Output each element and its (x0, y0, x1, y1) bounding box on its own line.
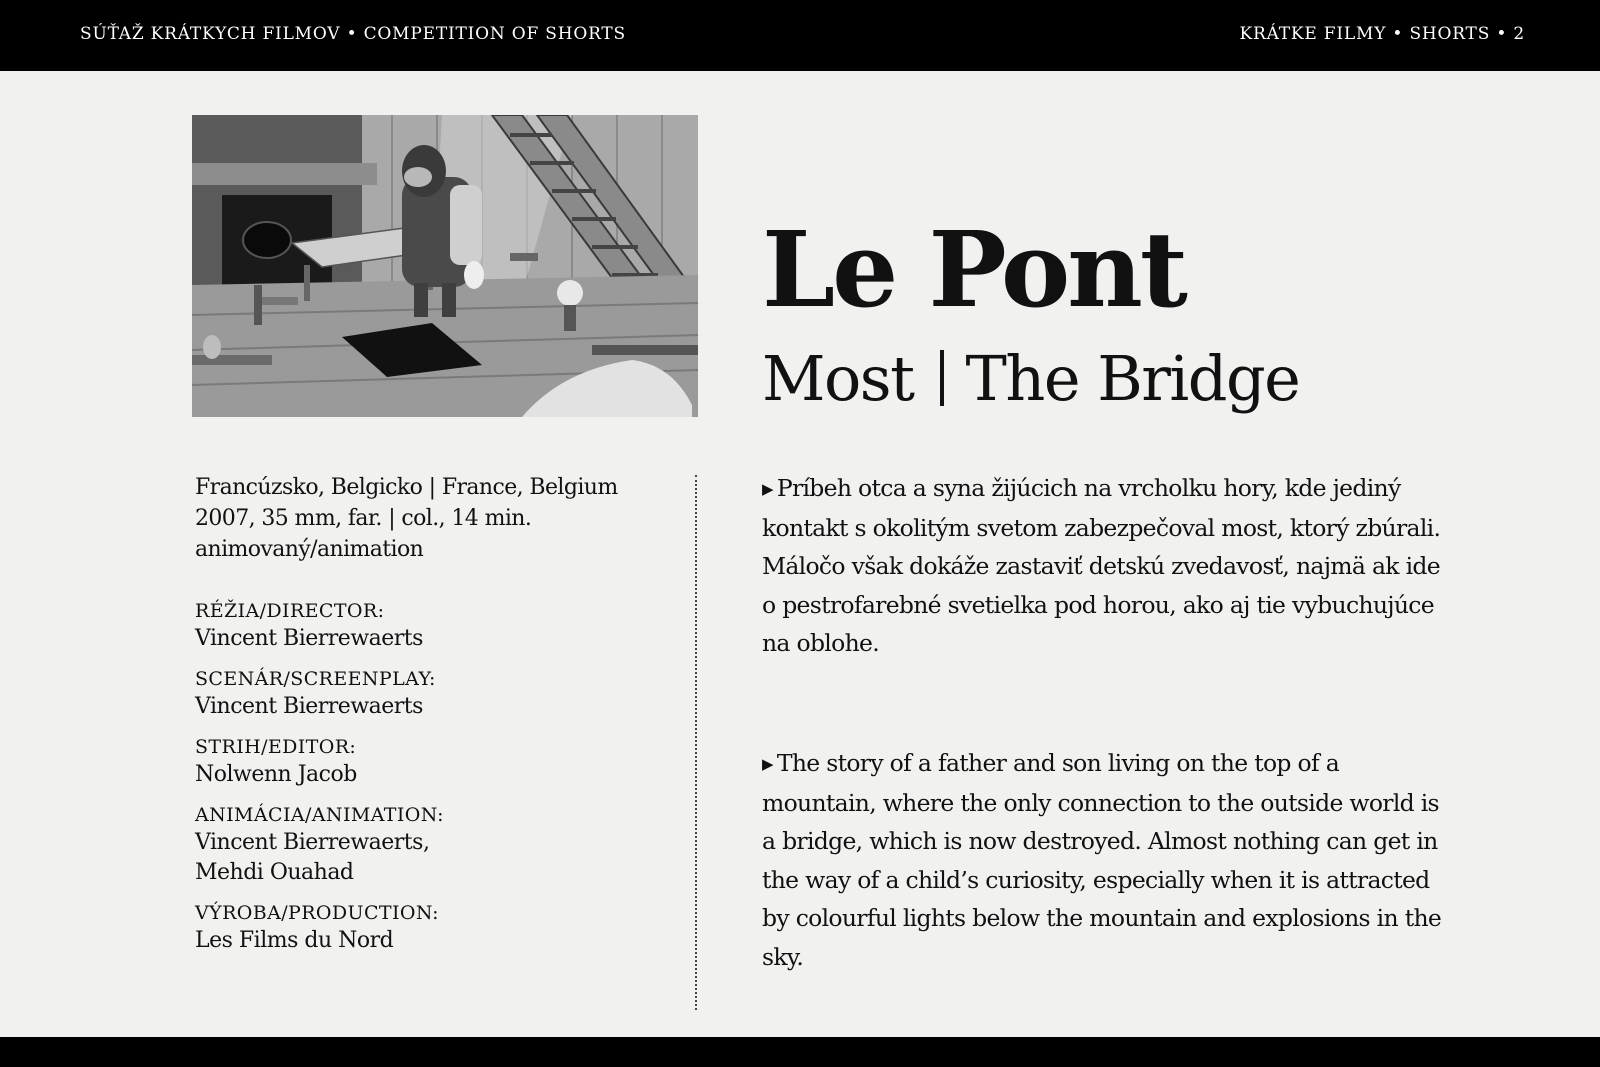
column-divider (695, 475, 697, 1010)
footer-bar (0, 1037, 1600, 1067)
film-still-image (192, 115, 698, 417)
credit-role: STRIH/EDITOR: (195, 736, 357, 758)
credit-role: VÝROBA/PRODUCTION: (195, 902, 439, 924)
credit-name: Les Films du Nord (195, 928, 394, 953)
credit-animation (195, 802, 665, 888)
header-section-title: SÚŤAŽ KRÁTKYCH FILMOV • COMPETITION OF SHORTS (80, 24, 626, 44)
film-title: Le Pont (762, 208, 1185, 331)
credit-director (195, 598, 665, 654)
synopsis-slovak (762, 469, 1452, 663)
film-meta (195, 472, 665, 565)
synopsis-slovak-text: Príbeh otca a syna žijúcich na vrcholku hory, kde jediný kontakt s okolitým svetom zabezpečoval most, ktorý zbúrali. Máločo však dokáže zastaviť detskú zvedavosť, najmä ak ide o pestrofarebné svetielka pod horou, ako aj tie vybuchujúce na oblohe. (762, 474, 1441, 657)
credit-role: SCENÁR/SCREENPLAY: (195, 668, 436, 690)
credits-list (195, 598, 665, 968)
synopsis-english-text: The story of a father and son living on the top of a mountain, where the only connection to the outside world is a bridge, which is now destroyed. Almost nothing can get in the way of a child’s curiosity, especially when it is attracted by colourful lights below the mountain and explosions in the sky. (762, 749, 1442, 971)
meta-country: Francúzsko, Belgicko | France, Belgium (195, 475, 618, 500)
credit-name: Vincent Bierrewaerts (195, 694, 423, 719)
synopsis-english (762, 744, 1452, 976)
triangle-bullet-icon: ▶ (762, 480, 773, 498)
credit-screenplay (195, 666, 665, 722)
header-page-label: KRÁTKE FILMY • SHORTS • 2 (1239, 24, 1525, 44)
credit-role: ANIMÁCIA/ANIMATION: (195, 804, 444, 826)
meta-tech: 2007, 35 mm, far. | col., 14 min. (195, 506, 532, 531)
credit-name: Vincent Bierrewaerts (195, 626, 423, 651)
credit-name: Nolwenn Jacob (195, 762, 357, 787)
subtitle-slovak: Most (762, 342, 914, 415)
triangle-bullet-icon: ▶ (762, 755, 773, 773)
credit-name-second: Mehdi Ouahad (195, 860, 354, 885)
credit-production (195, 900, 665, 956)
subtitle-english: The Bridge (965, 342, 1300, 415)
credit-editor (195, 734, 665, 790)
subtitle-separator (940, 350, 944, 406)
meta-genre: animovaný/animation (195, 537, 424, 562)
header-bar (0, 0, 1600, 71)
film-subtitle (762, 342, 1300, 415)
credit-name: Vincent Bierrewaerts, (195, 830, 430, 855)
credit-role: RÉŽIA/DIRECTOR: (195, 600, 385, 622)
